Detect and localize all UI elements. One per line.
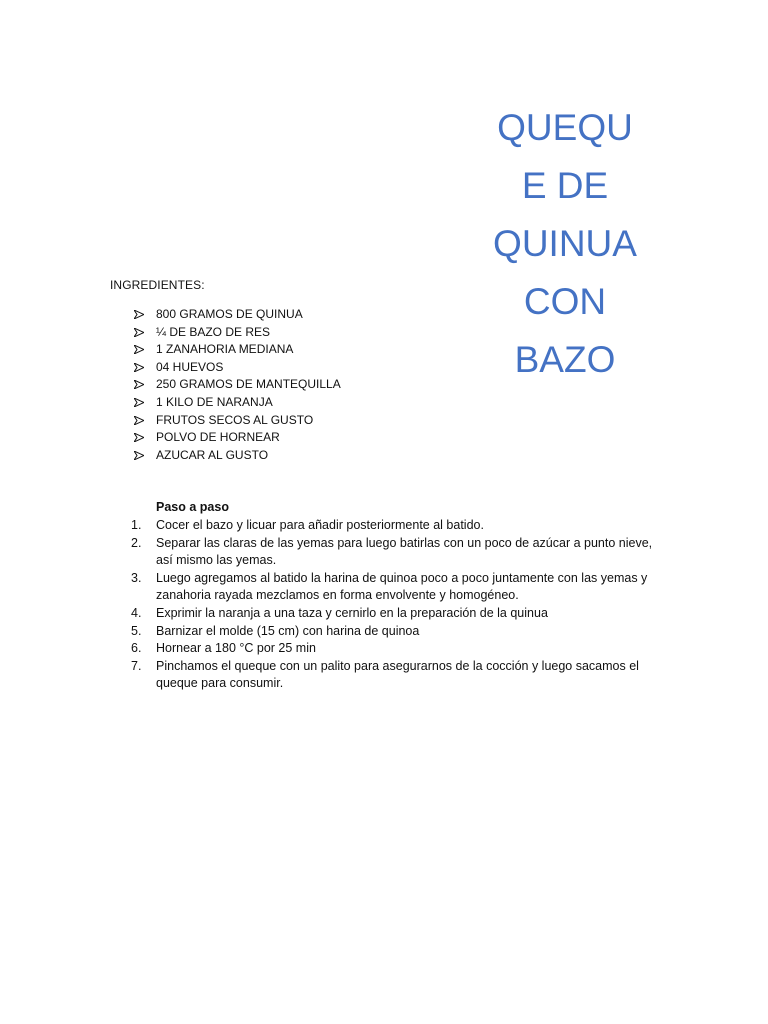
ingredient-item: [110, 376, 341, 394]
arrowhead-bullet-icon: [134, 380, 144, 389]
step-item: [110, 605, 670, 623]
title-line: QUINUA: [493, 222, 637, 264]
ingredient-text: 800 GRAMOS DE QUINUA: [156, 307, 303, 321]
step-item: [110, 623, 670, 641]
step-item: [110, 570, 670, 605]
ingredient-text: ¼ DE BAZO DE RES: [156, 324, 271, 339]
step-item: [110, 658, 670, 693]
arrowhead-bullet-icon: [134, 416, 144, 425]
step-text: Barnizar el molde (15 cm) con harina de quinoa: [156, 623, 420, 638]
step-text: Cocer el bazo y licuar para añadir posteriormente al batido.: [156, 518, 484, 532]
step-item: [110, 517, 670, 535]
ingredient-item: [110, 412, 341, 430]
title-line: BAZO: [514, 338, 616, 380]
ingredient-item: [110, 429, 341, 447]
steps-list: [110, 517, 670, 693]
step-number: 5.: [131, 623, 142, 638]
step-text: Exprimir la naranja a una taza y cernirlo en la preparación de la quinua: [156, 605, 548, 620]
step-text: Hornear a 180 °C por 25 min: [156, 641, 316, 656]
step-number: 4.: [131, 605, 142, 620]
ingredient-item: [110, 324, 341, 342]
arrowhead-bullet-icon: [134, 398, 144, 407]
ingredient-text: 04 HUEVOS: [156, 359, 224, 374]
ingredient-text: AZUCAR AL GUSTO: [156, 447, 269, 462]
ingredient-item: [110, 447, 341, 465]
ingredient-item: [110, 359, 341, 377]
step-number: 7.: [131, 658, 142, 673]
ingredient-text: 1 ZANAHORIA MEDIANA: [156, 342, 294, 357]
ingredient-item: [110, 394, 341, 412]
step-item: [110, 640, 670, 658]
ingredients-heading: INGREDIENTES:: [110, 278, 205, 292]
arrowhead-bullet-icon: [134, 433, 144, 442]
step-number: 1.: [131, 518, 142, 532]
ingredient-text: POLVO DE HORNEAR: [156, 430, 280, 445]
arrowhead-bullet-icon: [134, 328, 144, 337]
step-text: Luego agregamos al batido la harina de quinoa poco a poco juntamente con las yemas y zanahoria rayada mezclamos en forma envolvente y homogéneo.: [156, 570, 648, 603]
step-text: Pinchamos el queque con un palito para asegurarnos de la cocción y luego sacamos el queque para consumir.: [156, 658, 639, 691]
ingredient-text: FRUTOS SECOS AL GUSTO: [156, 412, 314, 427]
title-line: CON: [523, 280, 607, 322]
steps-heading: Paso a paso: [156, 500, 229, 514]
step-number: 2.: [131, 535, 142, 550]
recipe-title: [470, 99, 660, 389]
step-text: Separar las claras de las yemas para luego batirlas con un poco de azúcar a punto nieve, así mismo las yemas.: [156, 535, 653, 568]
arrowhead-bullet-icon: [134, 451, 144, 460]
arrowhead-bullet-icon: [134, 363, 144, 372]
step-number: 3.: [131, 570, 142, 585]
title-line: E DE: [521, 164, 609, 206]
arrowhead-bullet-icon: [134, 345, 144, 354]
ingredient-text: 1 KILO DE NARANJA: [156, 394, 273, 409]
ingredient-item: [110, 341, 341, 359]
title-line: QUEQU: [497, 106, 633, 148]
step-number: 6.: [131, 641, 142, 656]
step-item: [110, 535, 670, 570]
ingredient-item: [110, 306, 341, 324]
ingredients-list: [110, 306, 341, 464]
arrowhead-bullet-icon: [134, 310, 144, 319]
ingredient-text: 250 GRAMOS DE MANTEQUILLA: [156, 377, 341, 392]
